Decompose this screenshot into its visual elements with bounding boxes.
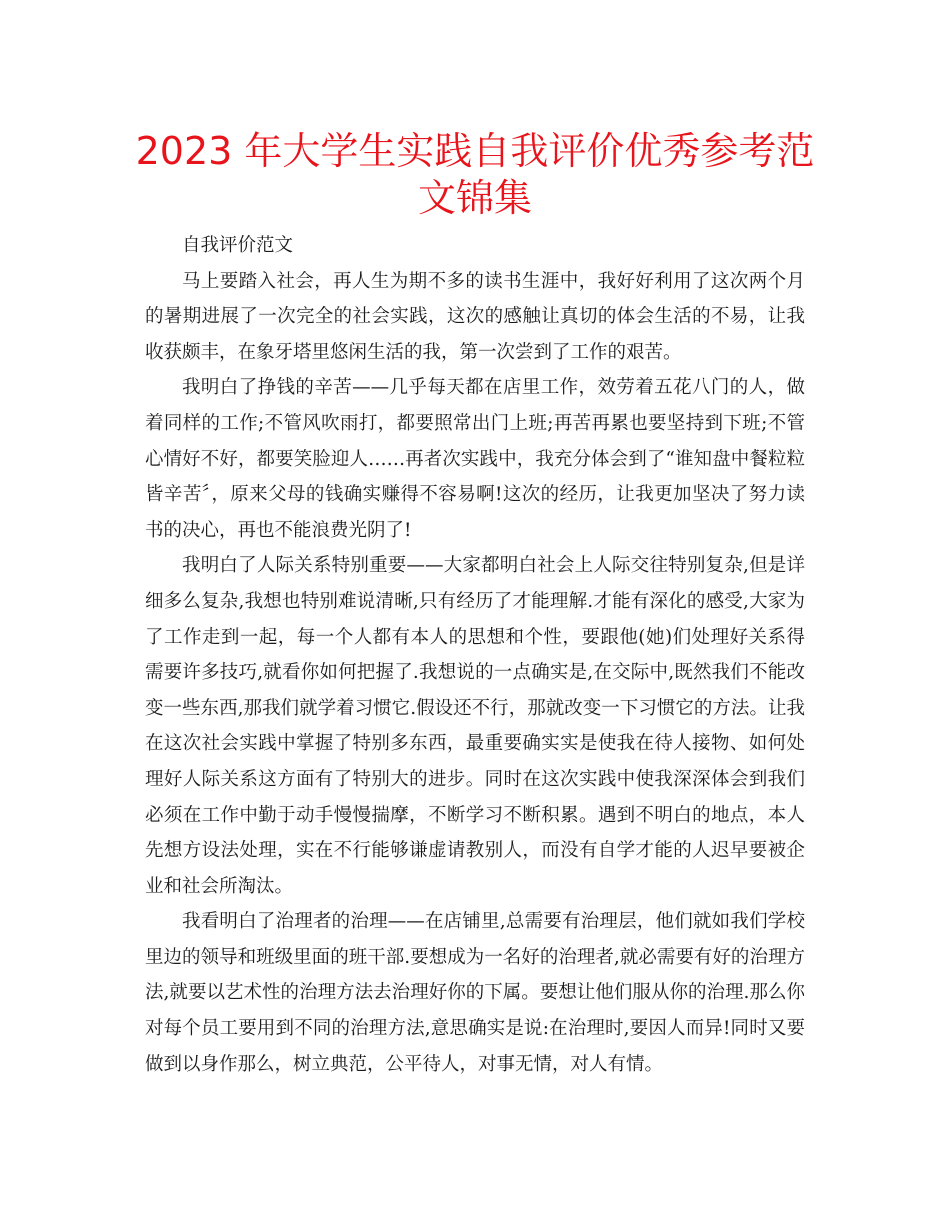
document-title: 2023 年大学生实践自我评价优秀参考范文锦集 (135, 129, 815, 220)
paragraph-intro: 马上要踏入社会，再人生为期不多的读书生涯中，我好好利用了这次两个月的暑期进展了一次完全的社会实践，这次的感触让真切的体会生活的不易，让我收获颇丰，在象牙塔里悠闲生活的我，第一次尝到了工作的艰苦。 (145, 270, 805, 363)
paragraph-money: 我明白了挣钱的辛苦——几乎每天都在店里工作，效劳着五花八门的人，做着同样的工作;不管风吹雨打，都要照常出门上班;再苦再累也要坚持到下班;不管心情好不好，都要笑脸迎人……再者次实践中，我充分体会到了“谁知盘中餐粒粒皆辛苦〞，原来父母的钱确实赚得不容易啊!这次的经历，让我更加坚决了努力读书的决心，再也不能浪费光阴了! (145, 377, 806, 541)
document-body (145, 228, 805, 1082)
paragraph-relations: 我明白了人际关系特别重要——大家都明白社会上人际交往特别复杂,但是详细多么复杂,我想也特别难说清晰,只有经历了才能理解.才能有深化的感受,大家为了工作走到一起，每一个人都有本人的思想和个性，要跟他(她)们处理好关系得需要许多技巧,就看你如何把握了.我想说的一点确实是,在交际中,既然我们不能改变一些东西,那我们就学着习惯它.假设还不行，那就改变一下习惯它的方法。让我在这次社会实践中掌握了特别多东西，最重要确实实是使我在待人接物、如何处理好人际关系这方面有了特别大的进步。同时在这次实践中使我深深体会到我们必须在工作中勤于动手慢慢揣摩，不断学习不断积累。遇到不明白的地点，本人先想方设法处理，实在不行能够谦虚请教别人，而没有自学才能的人迟早要被企业和社会所淘汰。 (145, 555, 805, 897)
section-heading: 自我评价范文 (182, 235, 294, 256)
paragraph-management: 我看明白了治理者的治理——在店铺里,总需要有治理层，他们就如我们学校里边的领导和班级里面的班干部.要想成为一名好的治理者,就必需要有好的治理方法,就要以艺术性的治理方法去治理好你的下属。要想让他们服从你的治理.那么你对每个员工要用到不同的治理方法,意思确实是说:在治理时,要因人而异!同时又要做到以身作那么，树立典范，公平待人，对事无情，对人有情。 (145, 911, 805, 1075)
